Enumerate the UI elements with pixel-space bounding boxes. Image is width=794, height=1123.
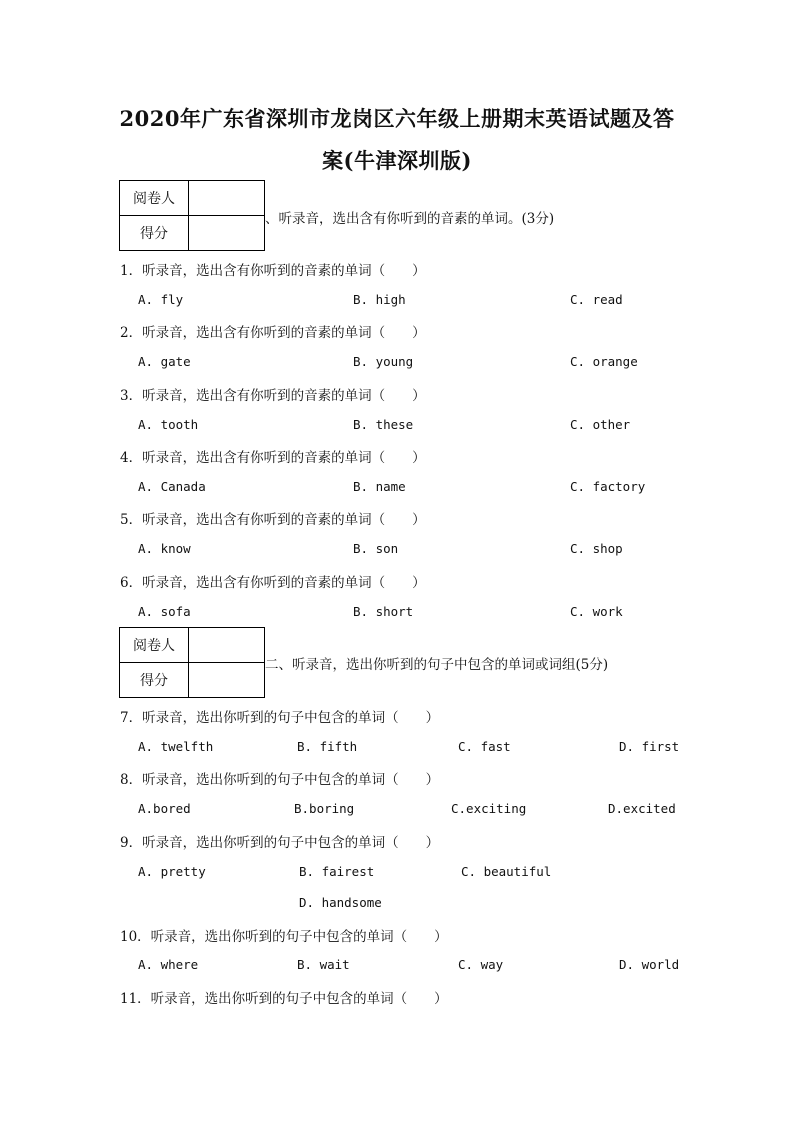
question-5-option-b[interactable]: B. son: [353, 541, 399, 556]
question-8-option-d[interactable]: D.excited: [608, 801, 676, 816]
question-6-option-b[interactable]: B. short: [353, 604, 414, 619]
question-1-option-a[interactable]: A. fly: [138, 292, 184, 307]
score-table-section-2: [119, 627, 265, 698]
question-4-option-c[interactable]: C. factory: [570, 479, 646, 494]
question-7-option-b[interactable]: B. fifth: [297, 739, 358, 754]
question-1-option-c[interactable]: C. read: [570, 292, 623, 307]
question-10-option-a[interactable]: A. where: [138, 957, 199, 972]
question-8-option-c[interactable]: C.exciting: [451, 801, 527, 816]
score-label: 得分: [120, 663, 189, 698]
question-8-option-a[interactable]: A.bored: [138, 801, 191, 816]
score-table-section-1: [119, 180, 265, 251]
reviewer-label: 阅卷人: [120, 628, 189, 663]
question-5-option-c[interactable]: C. shop: [570, 541, 623, 556]
question-8: 8．听录音，选出你听到的句子中包含的单词（ ）: [120, 772, 440, 788]
question-6-option-a[interactable]: A. sofa: [138, 604, 191, 619]
score-label: 得分: [120, 216, 189, 251]
reviewer-label: 阅卷人: [120, 181, 189, 216]
reviewer-cell[interactable]: [189, 181, 265, 216]
question-2-option-a[interactable]: A. gate: [138, 354, 191, 369]
question-7-option-a[interactable]: A. twelfth: [138, 739, 214, 754]
section-1-heading: 、听录音，选出含有你听到的音素的单词。(3分): [265, 211, 555, 227]
score-cell[interactable]: [189, 216, 265, 251]
question-9-option-d[interactable]: D. handsome: [299, 895, 382, 910]
question-9-option-c[interactable]: C. beautiful: [461, 864, 552, 879]
question-7: 7．听录音，选出你听到的句子中包含的单词（ ）: [120, 710, 440, 726]
question-2-option-c[interactable]: C. orange: [570, 354, 638, 369]
question-5: 5．听录音，选出含有你听到的音素的单词（ ）: [120, 512, 426, 528]
question-10: 10．听录音，选出你听到的句子中包含的单词（ ）: [120, 929, 448, 945]
question-1-option-b[interactable]: B. high: [353, 292, 406, 307]
question-1: 1．听录音，选出含有你听到的音素的单词（ ）: [120, 263, 426, 279]
reviewer-cell[interactable]: [189, 628, 265, 663]
question-9: 9．听录音，选出你听到的句子中包含的单词（ ）: [120, 835, 440, 851]
score-cell[interactable]: [189, 663, 265, 698]
question-8-option-b[interactable]: B.boring: [294, 801, 355, 816]
question-10-option-c[interactable]: C. way: [458, 957, 504, 972]
question-7-option-c[interactable]: C. fast: [458, 739, 511, 754]
question-10-option-d[interactable]: D. world: [619, 957, 680, 972]
page-title-line-1: 2020年广东省深圳市龙岗区六年级上册期末英语试题及答: [119, 106, 675, 131]
question-2-option-b[interactable]: B. young: [353, 354, 414, 369]
question-3-option-b[interactable]: B. these: [353, 417, 414, 432]
question-9-option-b[interactable]: B. fairest: [299, 864, 375, 879]
question-4-option-b[interactable]: B. name: [353, 479, 406, 494]
question-3: 3．听录音，选出含有你听到的音素的单词（ ）: [120, 388, 426, 404]
question-6-option-c[interactable]: C. work: [570, 604, 623, 619]
question-7-option-d[interactable]: D. first: [619, 739, 680, 754]
section-2-heading: 二、听录音，选出你听到的句子中包含的单词或词组(5分): [265, 657, 609, 673]
question-4: 4．听录音，选出含有你听到的音素的单词（ ）: [120, 450, 426, 466]
question-5-option-a[interactable]: A. know: [138, 541, 191, 556]
question-2: 2．听录音，选出含有你听到的音素的单词（ ）: [120, 325, 426, 341]
question-10-option-b[interactable]: B. wait: [297, 957, 350, 972]
question-3-option-a[interactable]: A. tooth: [138, 417, 199, 432]
question-3-option-c[interactable]: C. other: [570, 417, 631, 432]
question-9-option-a[interactable]: A. pretty: [138, 864, 206, 879]
page-title-line-2: 案(牛津深圳版): [322, 148, 472, 173]
question-11: 11．听录音，选出你听到的句子中包含的单词（ ）: [120, 991, 448, 1007]
question-6: 6．听录音，选出含有你听到的音素的单词（ ）: [120, 575, 426, 591]
question-4-option-a[interactable]: A. Canada: [138, 479, 206, 494]
